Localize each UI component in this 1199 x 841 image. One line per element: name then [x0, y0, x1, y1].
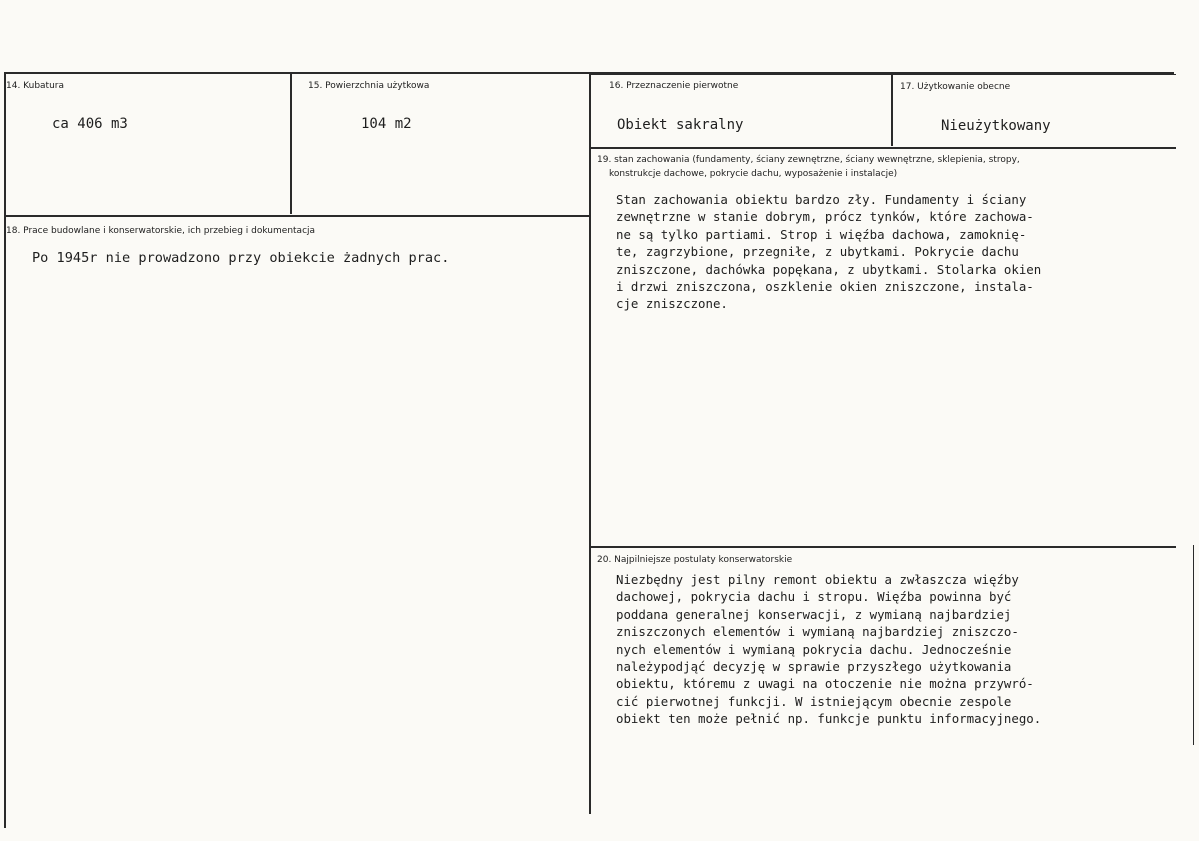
field-20-line: zniszczonych elementów i wymianą najbardziej zniszczo- [616, 624, 1019, 640]
left-border [4, 72, 6, 828]
rule-below-14-15 [4, 215, 589, 217]
field-19-line: te, zagrzybione, przegniłe, z ubytkami. Pokrycie dachu [616, 244, 1019, 260]
field-20-text [616, 571, 1041, 728]
field-15-label: 15. Powierzchnia użytkowa [308, 81, 430, 91]
rule-above-20 [589, 546, 1176, 548]
field-19-line: i drzwi zniszczona, oszklenie okien zniszczone, instala- [616, 279, 1034, 295]
field-17-label: 17. Użytkowanie obecne [900, 82, 1011, 92]
field-19-line: zewnętrzne w stanie dobrym, prócz tynków, które zachowa- [616, 209, 1034, 225]
field-20-line: poddana generalnej konserwacji, z wymianą najbardziej [616, 606, 1012, 622]
field-20-label: 20. Najpilniejsze postulaty konserwatorskie [597, 555, 793, 565]
field-20-line: nych elementów i wymianą pokrycia dachu. Jednocześnie [616, 641, 1012, 657]
divider-14-15 [290, 74, 292, 214]
field-18-value: Po 1945r nie prowadzono przy obiekcie żadnych prac. [32, 250, 450, 266]
divider-16-17 [891, 74, 893, 146]
field-17-value: Nieużytkowany [941, 118, 1051, 134]
field-15-value: 104 m2 [361, 116, 412, 132]
field-20-line: obiekt ten może pełnić np. funkcje punktu informacyjnego. [616, 711, 1042, 727]
field-19-line: zniszczone, dachówka popękana, z ubytkami. Stolarka okien [616, 261, 1042, 277]
field-19-label-line-2: konstrukcje dachowe, pokrycie dachu, wyposażenie i instalacje) [609, 169, 898, 179]
right-border [1193, 545, 1194, 745]
field-14-value: ca 406 m3 [52, 116, 128, 132]
field-19-line: Stan zachowania obiektu bardzo zły. Fundamenty i ściany [616, 192, 1027, 207]
field-19-line: ne są tylko partiami. Strop i więźba dachowa, zamoknię- [616, 226, 1027, 242]
field-20-line: cić pierwotnej funkcji. W istniejącym obecnie zespole [616, 693, 1012, 709]
field-16-label: 16. Przeznaczenie pierwotne [609, 81, 739, 91]
field-14-label: 14. Kubatura [6, 81, 65, 91]
center-divider [589, 74, 591, 814]
field-19-line: cje zniszczone. [616, 296, 728, 312]
field-20-line: należypodjąć decyzję w sprawie przyszłego użytkowania [616, 659, 1012, 675]
field-20-line: obiektu, któremu z uwagi na otoczenie nie można przywró- [616, 676, 1034, 692]
field-16-value: Obiekt sakralny [617, 117, 744, 133]
field-18-label: 18. Prace budowlane i konserwatorskie, ich przebieg i dokumentacja [6, 226, 316, 236]
rule-below-16-17 [589, 147, 1176, 149]
field-20-line: dachowej, pokrycia dachu i stropu. Więźba powinna być [616, 589, 1012, 605]
field-19-label-line-1: 19. stan zachowania (fundamenty, ściany zewnętrzne, ściany wewnętrzne, sklepienia, stropy, [597, 155, 1020, 165]
right-top-rule [591, 74, 1176, 75]
field-19-text [616, 191, 1041, 313]
field-20-line: Niezbędny jest pilny remont obiektu a zwłaszcza więźby [616, 572, 1019, 587]
